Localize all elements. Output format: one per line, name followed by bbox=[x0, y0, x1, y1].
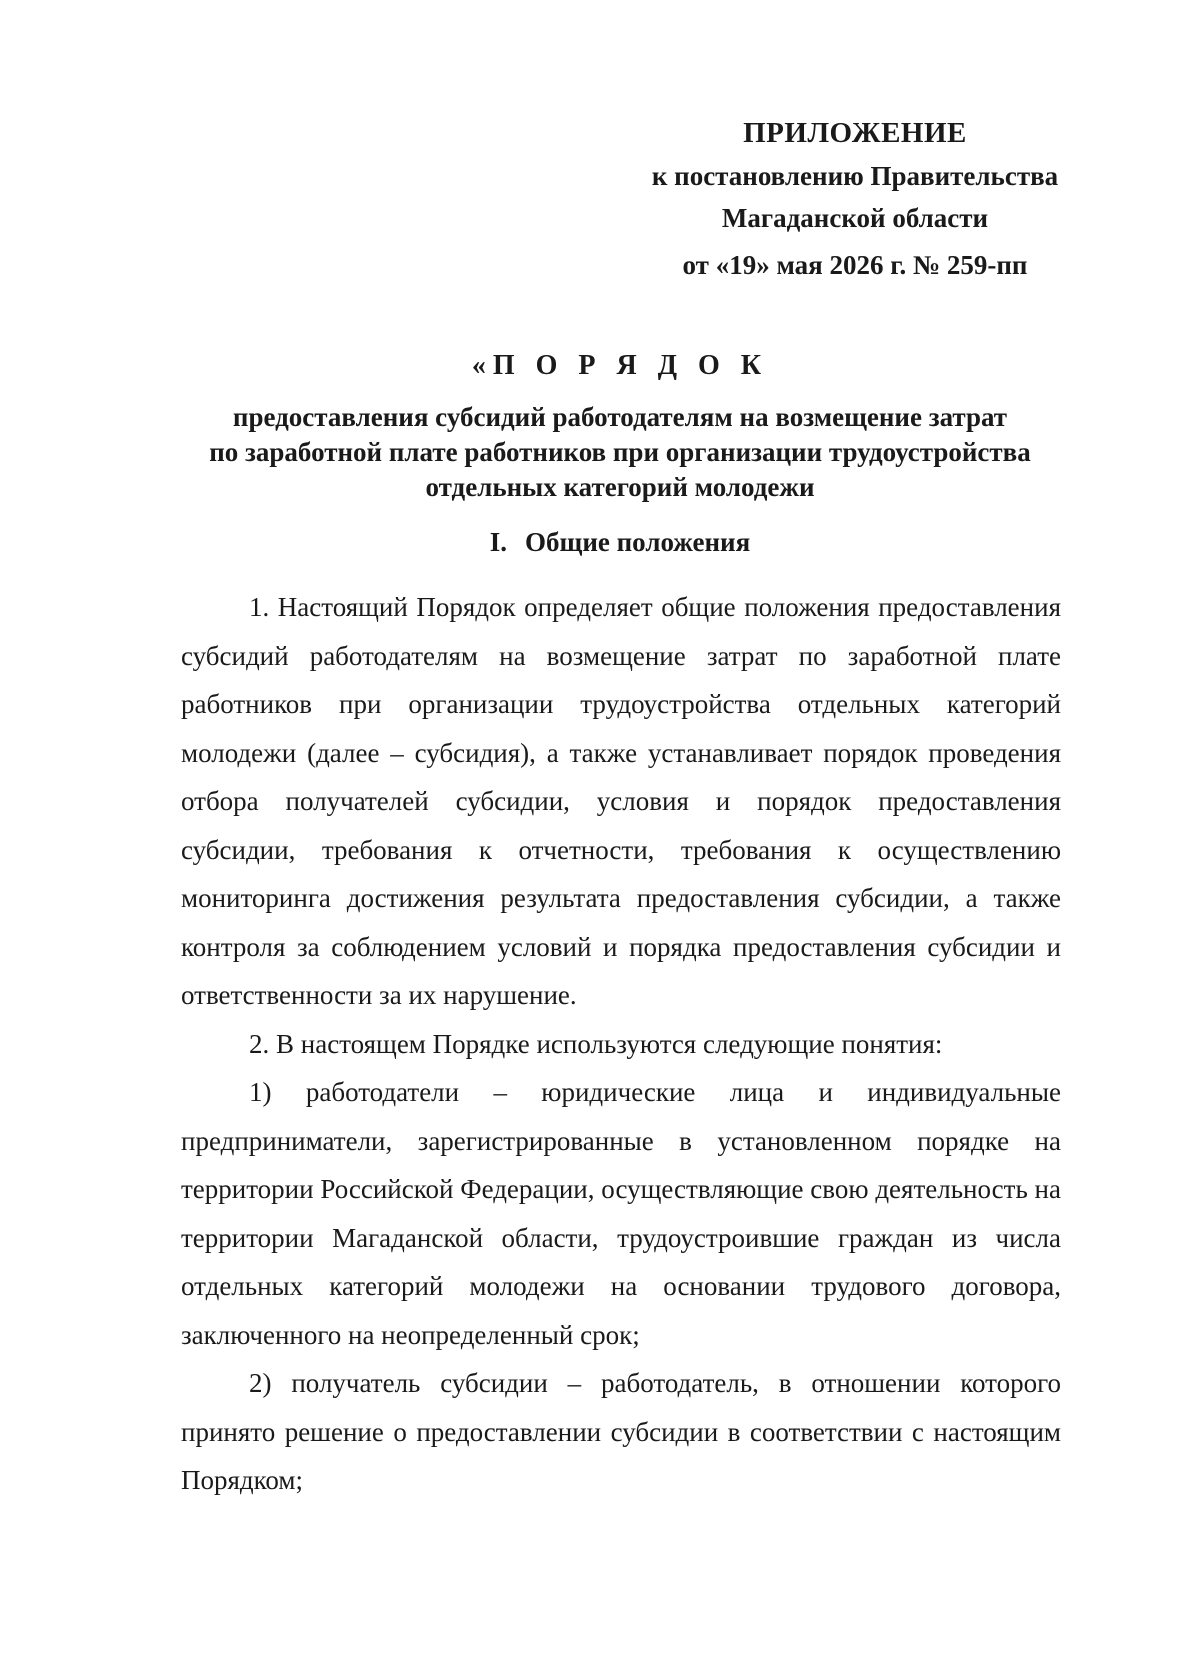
subtitle-line: отдельных категорий молодежи bbox=[425, 472, 815, 502]
document-title: «П О Р Я Д О К bbox=[471, 350, 769, 381]
paragraph: 2) получатель субсидии – работодатель, в отношении которого принято решение о предоставлении субсидии в соответствии с настоящим Порядком; bbox=[181, 1368, 1061, 1495]
body-text bbox=[181, 583, 1061, 1505]
section-heading bbox=[180, 524, 1060, 560]
section-number: I. bbox=[489, 527, 508, 557]
approval-line-2: Магаданской области bbox=[721, 203, 989, 233]
paragraph: 1. Настоящий Порядок определяет общие положения предоставления субсидий работодателям на возмещение затрат по заработной плате работников при организации трудоустройства отдельных категорий молодежи (далее – субсидия), а также устанавливает порядок проведения отбора получателей субсидии, условия и порядок предоставления субсидии, требования к отчетности, требования к осуществлению мониторинга достижения результата предоставления субсидии, а также контроля за соблюдением условий и порядка предоставления субсидии и ответственности за их нарушение. bbox=[181, 592, 1061, 1010]
approval-date: от «19» мая 2026 г. № 259-пп bbox=[682, 250, 1028, 280]
subtitle-line: по заработной плате работников при организации трудоустройства bbox=[209, 437, 1031, 467]
paragraph: 1) работодатели – юридические лица и индивидуальные предприниматели, зарегистрированные в установленном порядке на территории Российской Федерации, осуществляющие свою деятельность на территории Магаданской области, трудоустроившие граждан из числа отдельных категорий молодежи на основании трудового договора, заключенного на неопределенный срок; bbox=[181, 1077, 1061, 1350]
paragraph: 2. В настоящем Порядке используются следующие понятия: bbox=[249, 1028, 943, 1059]
document-subtitle bbox=[150, 400, 1090, 505]
subtitle-line: предоставления субсидий работодателям на возмещение затрат bbox=[232, 402, 1008, 432]
appendix-heading: ПРИЛОЖЕНИЕ bbox=[743, 117, 967, 149]
section-title: Общие положения bbox=[525, 527, 751, 557]
approval-line-1: к постановлению Правительства bbox=[651, 161, 1059, 191]
approval-block bbox=[620, 112, 1090, 286]
